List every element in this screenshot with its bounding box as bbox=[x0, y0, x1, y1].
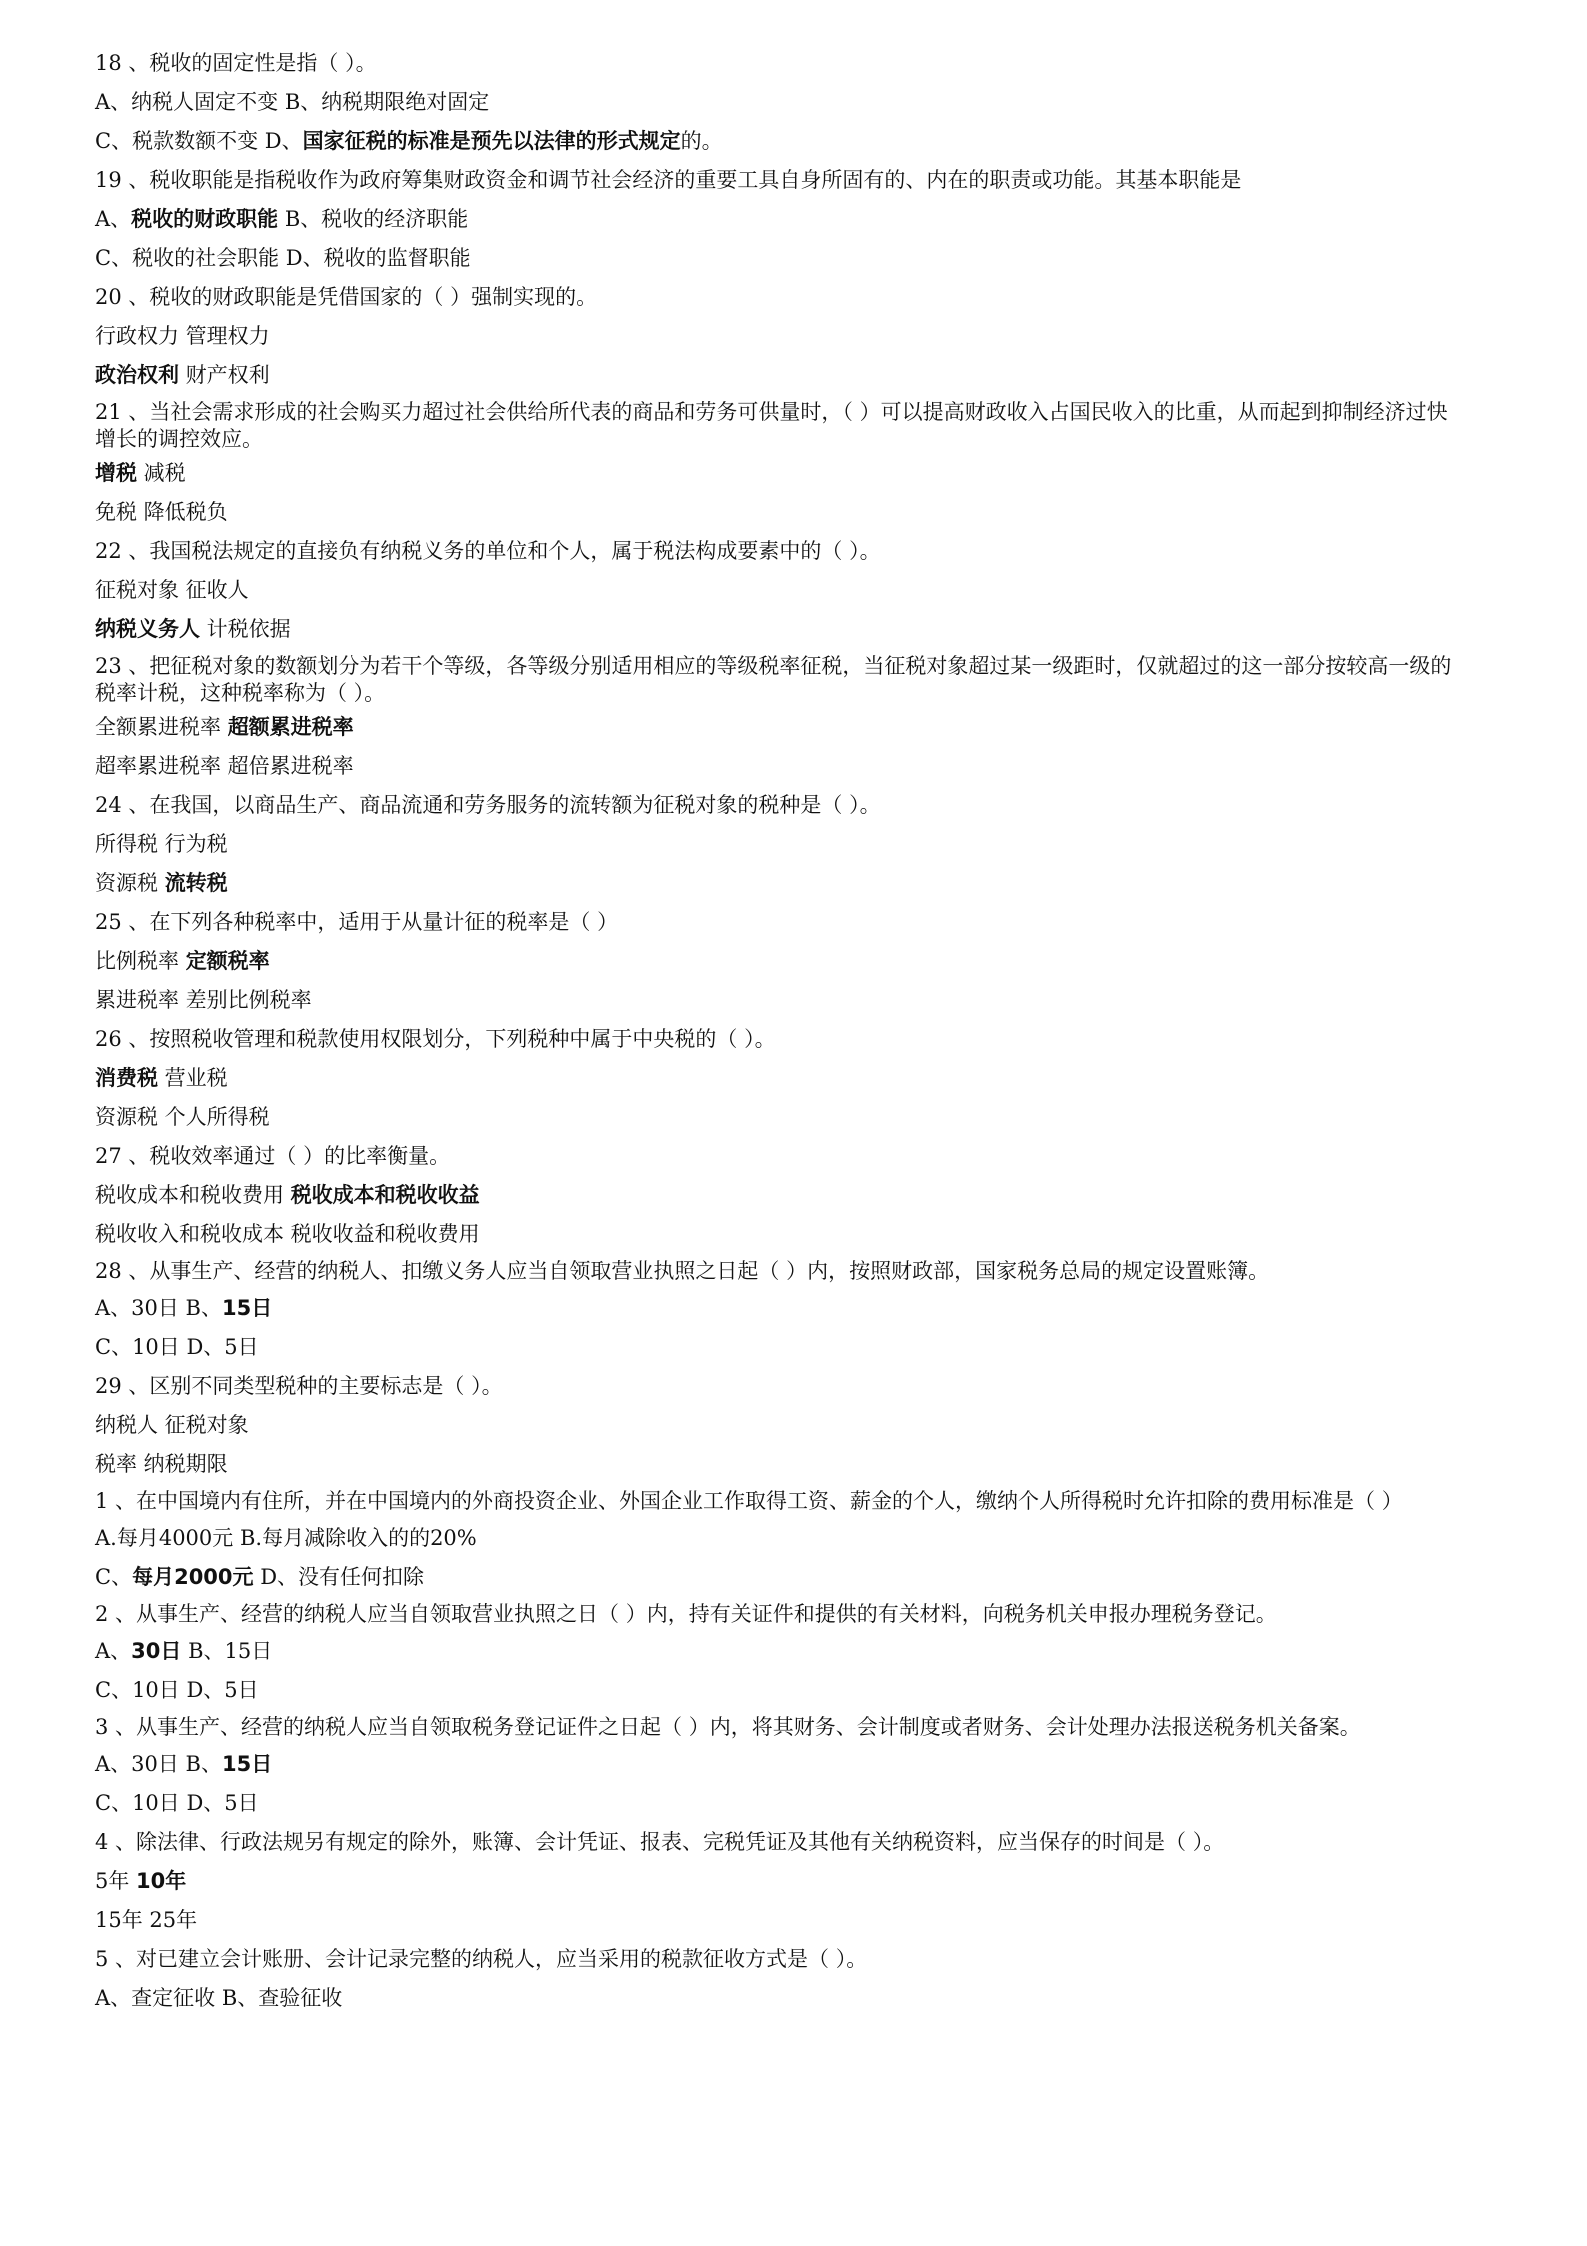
text-segment: C、 bbox=[95, 1565, 133, 1589]
text-segment: 23 、把征税对象的数额划分为若干个等级，各等级分别适用相应的等级税率征税，当征税对象超过某一级距时，仅就超过的这一部分按较高一级的税率计税，这种税率称为（ ）。 bbox=[95, 654, 1452, 705]
text-segment: 所得税 行为税 bbox=[95, 832, 228, 856]
text-segment: 财产权利 bbox=[179, 363, 270, 387]
text-line bbox=[95, 536, 1455, 566]
text-segment: A.每月4000元 B.每月减除收入的的20% bbox=[95, 1526, 477, 1550]
text-line bbox=[95, 1601, 1455, 1631]
text-segment: 全额累进税率 bbox=[95, 715, 228, 739]
text-line bbox=[95, 653, 1455, 707]
text-line bbox=[95, 1788, 1455, 1818]
answer-highlight: 超额累进税率 bbox=[227, 715, 354, 739]
answer-highlight: 15日 bbox=[222, 1296, 273, 1320]
text-segment: 2 、从事生产、经营的纳税人应当自领取营业执照之日（ ）内，持有关证件和提供的有关材料，向税务机关申报办理税务登记。 bbox=[95, 1602, 1277, 1626]
text-line bbox=[95, 165, 1455, 195]
text-line bbox=[95, 751, 1455, 781]
text-line bbox=[95, 614, 1455, 644]
text-line bbox=[95, 985, 1455, 1015]
answer-highlight: 国家征税的标准是预先以法律的形式规定 bbox=[302, 129, 681, 153]
text-segment: C、税收的社会职能 D、税收的监督职能 bbox=[95, 246, 471, 270]
text-segment: 5年 bbox=[95, 1869, 137, 1893]
text-line bbox=[95, 87, 1455, 117]
text-segment: 22 、我国税法规定的直接负有纳税义务的单位和个人，属于税法构成要素中的（ ）。 bbox=[95, 539, 881, 563]
answer-highlight: 30日 bbox=[131, 1639, 182, 1663]
text-segment: 资源税 个人所得税 bbox=[95, 1105, 270, 1129]
text-segment: 18 、税收的固定性是指（ ）。 bbox=[95, 51, 377, 75]
answer-highlight: 10年 bbox=[136, 1869, 187, 1893]
text-line bbox=[95, 1332, 1455, 1362]
text-line bbox=[95, 243, 1455, 273]
text-segment: A、 bbox=[95, 207, 132, 231]
text-segment: 征税对象 征收人 bbox=[95, 578, 249, 602]
answer-highlight: 消费税 bbox=[95, 1066, 158, 1090]
text-line bbox=[95, 1410, 1455, 1440]
text-segment: 资源税 bbox=[95, 871, 165, 895]
text-segment: 4 、除法律、行政法规另有规定的除外，账簿、会计凭证、报表、完税凭证及其他有关纳税资料，应当保存的时间是（ ）。 bbox=[95, 1830, 1225, 1854]
text-line bbox=[95, 907, 1455, 937]
text-segment: 26 、按照税收管理和税款使用权限划分，下列税种中属于中央税的（ ）。 bbox=[95, 1027, 776, 1051]
text-line bbox=[95, 1488, 1455, 1518]
text-line bbox=[95, 1024, 1455, 1054]
text-line bbox=[95, 575, 1455, 605]
text-segment: 税率 纳税期限 bbox=[95, 1452, 228, 1476]
text-segment: 营业税 bbox=[158, 1066, 228, 1090]
text-line bbox=[95, 868, 1455, 898]
text-line bbox=[95, 1675, 1455, 1705]
answer-highlight: 定额税率 bbox=[185, 949, 270, 973]
text-line bbox=[95, 458, 1455, 488]
text-segment: 3 、从事生产、经营的纳税人应当自领取税务登记证件之日起（ ）内，将其财务、会计制度或者财务、会计处理办法报送税务机关备案。 bbox=[95, 1715, 1361, 1739]
text-line bbox=[95, 946, 1455, 976]
text-segment: A、 bbox=[95, 1639, 132, 1663]
text-segment: B、税收的经济职能 bbox=[278, 207, 469, 231]
answer-highlight: 政治权利 bbox=[95, 363, 179, 387]
text-line bbox=[95, 1944, 1455, 1974]
text-segment: 计税依据 bbox=[200, 617, 291, 641]
text-line bbox=[95, 1905, 1455, 1935]
text-line bbox=[95, 1371, 1455, 1401]
text-line bbox=[95, 1749, 1455, 1779]
text-line bbox=[95, 1102, 1455, 1132]
text-line bbox=[95, 1562, 1455, 1592]
text-segment: 纳税人 征税对象 bbox=[95, 1413, 249, 1437]
text-line bbox=[95, 1523, 1455, 1553]
text-segment: D、没有任何扣除 bbox=[253, 1565, 425, 1589]
text-segment: 行政权力 管理权力 bbox=[95, 324, 270, 348]
text-segment: C、10日 D、5日 bbox=[95, 1678, 259, 1702]
text-line bbox=[95, 282, 1455, 312]
text-segment: 5 、对已建立会计账册、会计记录完整的纳税人，应当采用的税款征收方式是（ ）。 bbox=[95, 1947, 868, 1971]
text-line bbox=[95, 1293, 1455, 1323]
text-line bbox=[95, 1258, 1455, 1288]
text-segment: C、税款数额不变 D、 bbox=[95, 129, 303, 153]
text-segment: 免税 降低税负 bbox=[95, 500, 228, 524]
text-segment: 1 、在中国境内有住所，并在中国境内的外商投资企业、外国企业工作取得工资、薪金的个人，缴纳个人所得税时允许扣除的费用标准是（ ） bbox=[95, 1489, 1403, 1513]
text-line bbox=[95, 399, 1455, 453]
text-segment: 减税 bbox=[137, 461, 186, 485]
text-line bbox=[95, 1141, 1455, 1171]
text-line bbox=[95, 829, 1455, 859]
text-line bbox=[95, 1180, 1455, 1210]
answer-highlight: 增税 bbox=[95, 461, 137, 485]
answer-highlight: 税收的财政职能 bbox=[131, 207, 279, 231]
text-line bbox=[95, 48, 1455, 78]
text-segment: 21 、当社会需求形成的社会购买力超过社会供给所代表的商品和劳务可供量时，（ ）可以提高财政收入占国民收入的比重，从而起到抑制经济过快增长的调控效应。 bbox=[95, 400, 1448, 451]
text-segment: 15年 25年 bbox=[95, 1908, 198, 1932]
text-segment: 累进税率 差别比例税率 bbox=[95, 988, 312, 1012]
text-segment: 的。 bbox=[680, 129, 723, 153]
text-segment: C、10日 D、5日 bbox=[95, 1791, 259, 1815]
text-segment: 29 、区别不同类型税种的主要标志是（ ）。 bbox=[95, 1374, 503, 1398]
text-segment: 28 、从事生产、经营的纳税人、扣缴义务人应当自领取营业执照之日起（ ）内，按照财政部，国家税务总局的规定设置账簿。 bbox=[95, 1259, 1270, 1283]
text-line bbox=[95, 1636, 1455, 1666]
text-segment: 超率累进税率 超倍累进税率 bbox=[95, 754, 354, 778]
text-line bbox=[95, 497, 1455, 527]
text-line bbox=[95, 790, 1455, 820]
text-line bbox=[95, 1714, 1455, 1744]
text-segment: A、纳税人固定不变 B、纳税期限绝对固定 bbox=[95, 90, 490, 114]
text-line bbox=[95, 1063, 1455, 1093]
text-line bbox=[95, 1449, 1455, 1479]
text-line bbox=[95, 1827, 1455, 1857]
answer-highlight: 流转税 bbox=[164, 871, 228, 895]
text-line bbox=[95, 204, 1455, 234]
text-line bbox=[95, 1866, 1455, 1896]
text-segment: 20 、税收的财政职能是凭借国家的（ ）强制实现的。 bbox=[95, 285, 598, 309]
text-line bbox=[95, 1983, 1455, 2013]
text-segment: A、查定征收 B、查验征收 bbox=[95, 1986, 343, 2010]
answer-highlight: 税收成本和税收收益 bbox=[290, 1183, 480, 1207]
text-segment: 27 、税收效率通过（ ）的比率衡量。 bbox=[95, 1144, 451, 1168]
text-segment: B、15日 bbox=[181, 1639, 273, 1663]
text-line bbox=[95, 321, 1455, 351]
text-line bbox=[95, 712, 1455, 742]
text-segment: C、10日 D、5日 bbox=[95, 1335, 259, 1359]
text-line bbox=[95, 1219, 1455, 1249]
text-segment: 比例税率 bbox=[95, 949, 186, 973]
text-segment: 25 、在下列各种税率中，适用于从量计征的税率是（ ） bbox=[95, 910, 619, 934]
document-page bbox=[95, 48, 1455, 2022]
answer-highlight: 每月2000元 bbox=[132, 1565, 254, 1589]
text-segment: 19 、税收职能是指税收作为政府筹集财政资金和调节社会经济的重要工具自身所固有的、内在的职责或功能。其基本职能是 bbox=[95, 168, 1242, 192]
text-line bbox=[95, 360, 1455, 390]
text-segment: 24 、在我国，以商品生产、商品流通和劳务服务的流转额为征税对象的税种是（ ）。 bbox=[95, 793, 881, 817]
text-segment: A、30日 B、 bbox=[95, 1296, 222, 1320]
answer-highlight: 纳税义务人 bbox=[95, 617, 200, 641]
text-segment: A、30日 B、 bbox=[95, 1752, 222, 1776]
text-segment: 税收收入和税收成本 税收收益和税收费用 bbox=[95, 1222, 480, 1246]
text-segment: 税收成本和税收费用 bbox=[95, 1183, 291, 1207]
text-line bbox=[95, 126, 1455, 156]
answer-highlight: 15日 bbox=[222, 1752, 273, 1776]
